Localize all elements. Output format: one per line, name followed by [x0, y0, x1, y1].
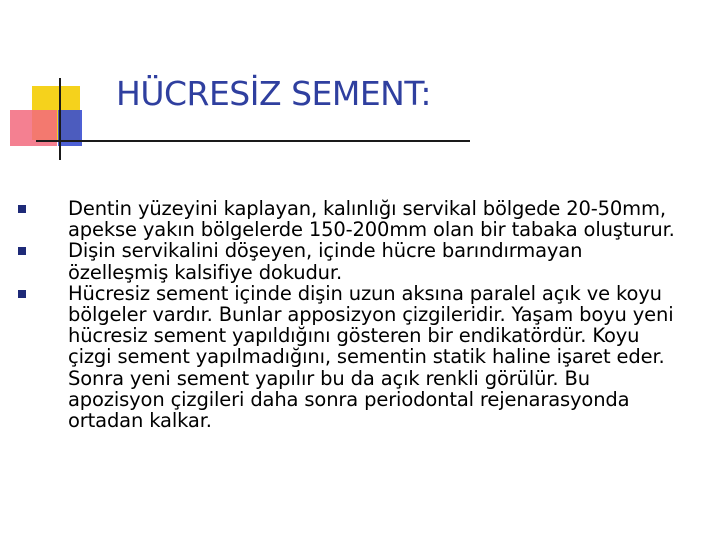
- bullet-text: Dentin yüzeyini kaplayan, kalınlığı servikal bölgede 20-50mm, apekse yakın bölgelerde 150-200mm olan bir tabaka oluşturur.: [68, 197, 675, 242]
- bullet-text: Hücresiz sement içinde dişin uzun aksına paralel açık ve koyu bölgeler vardır. Bunlar apposizyon çizgileridir. Yaşam boyu yeni hücresiz sement yapıldığını gösteren bir endikatördür. Koyu çizgi sement yapılmadığını, sementin statik haline işaret eder. Sonra yeni sement yapılır bu da açık renkli görülür. Bu apozisyon çizgileri daha sonra periodontal rejenarasyonda ortadan kalkar.: [68, 281, 674, 433]
- bullet-item: [0, 198, 680, 240]
- bullet-list: [0, 198, 720, 431]
- bullet-item: [0, 283, 680, 431]
- bullet-item: [0, 240, 680, 282]
- slide-title: HÜCRESİZ SEMENT:: [116, 74, 432, 113]
- bullet-square-icon: [18, 290, 26, 298]
- bullet-text: Dişin servikalini döşeyen, içinde hücre barındırmayan özelleşmiş kalsifiye dokudur.: [68, 239, 583, 284]
- bullet-square-icon: [18, 247, 26, 255]
- bullet-square-icon: [18, 205, 26, 213]
